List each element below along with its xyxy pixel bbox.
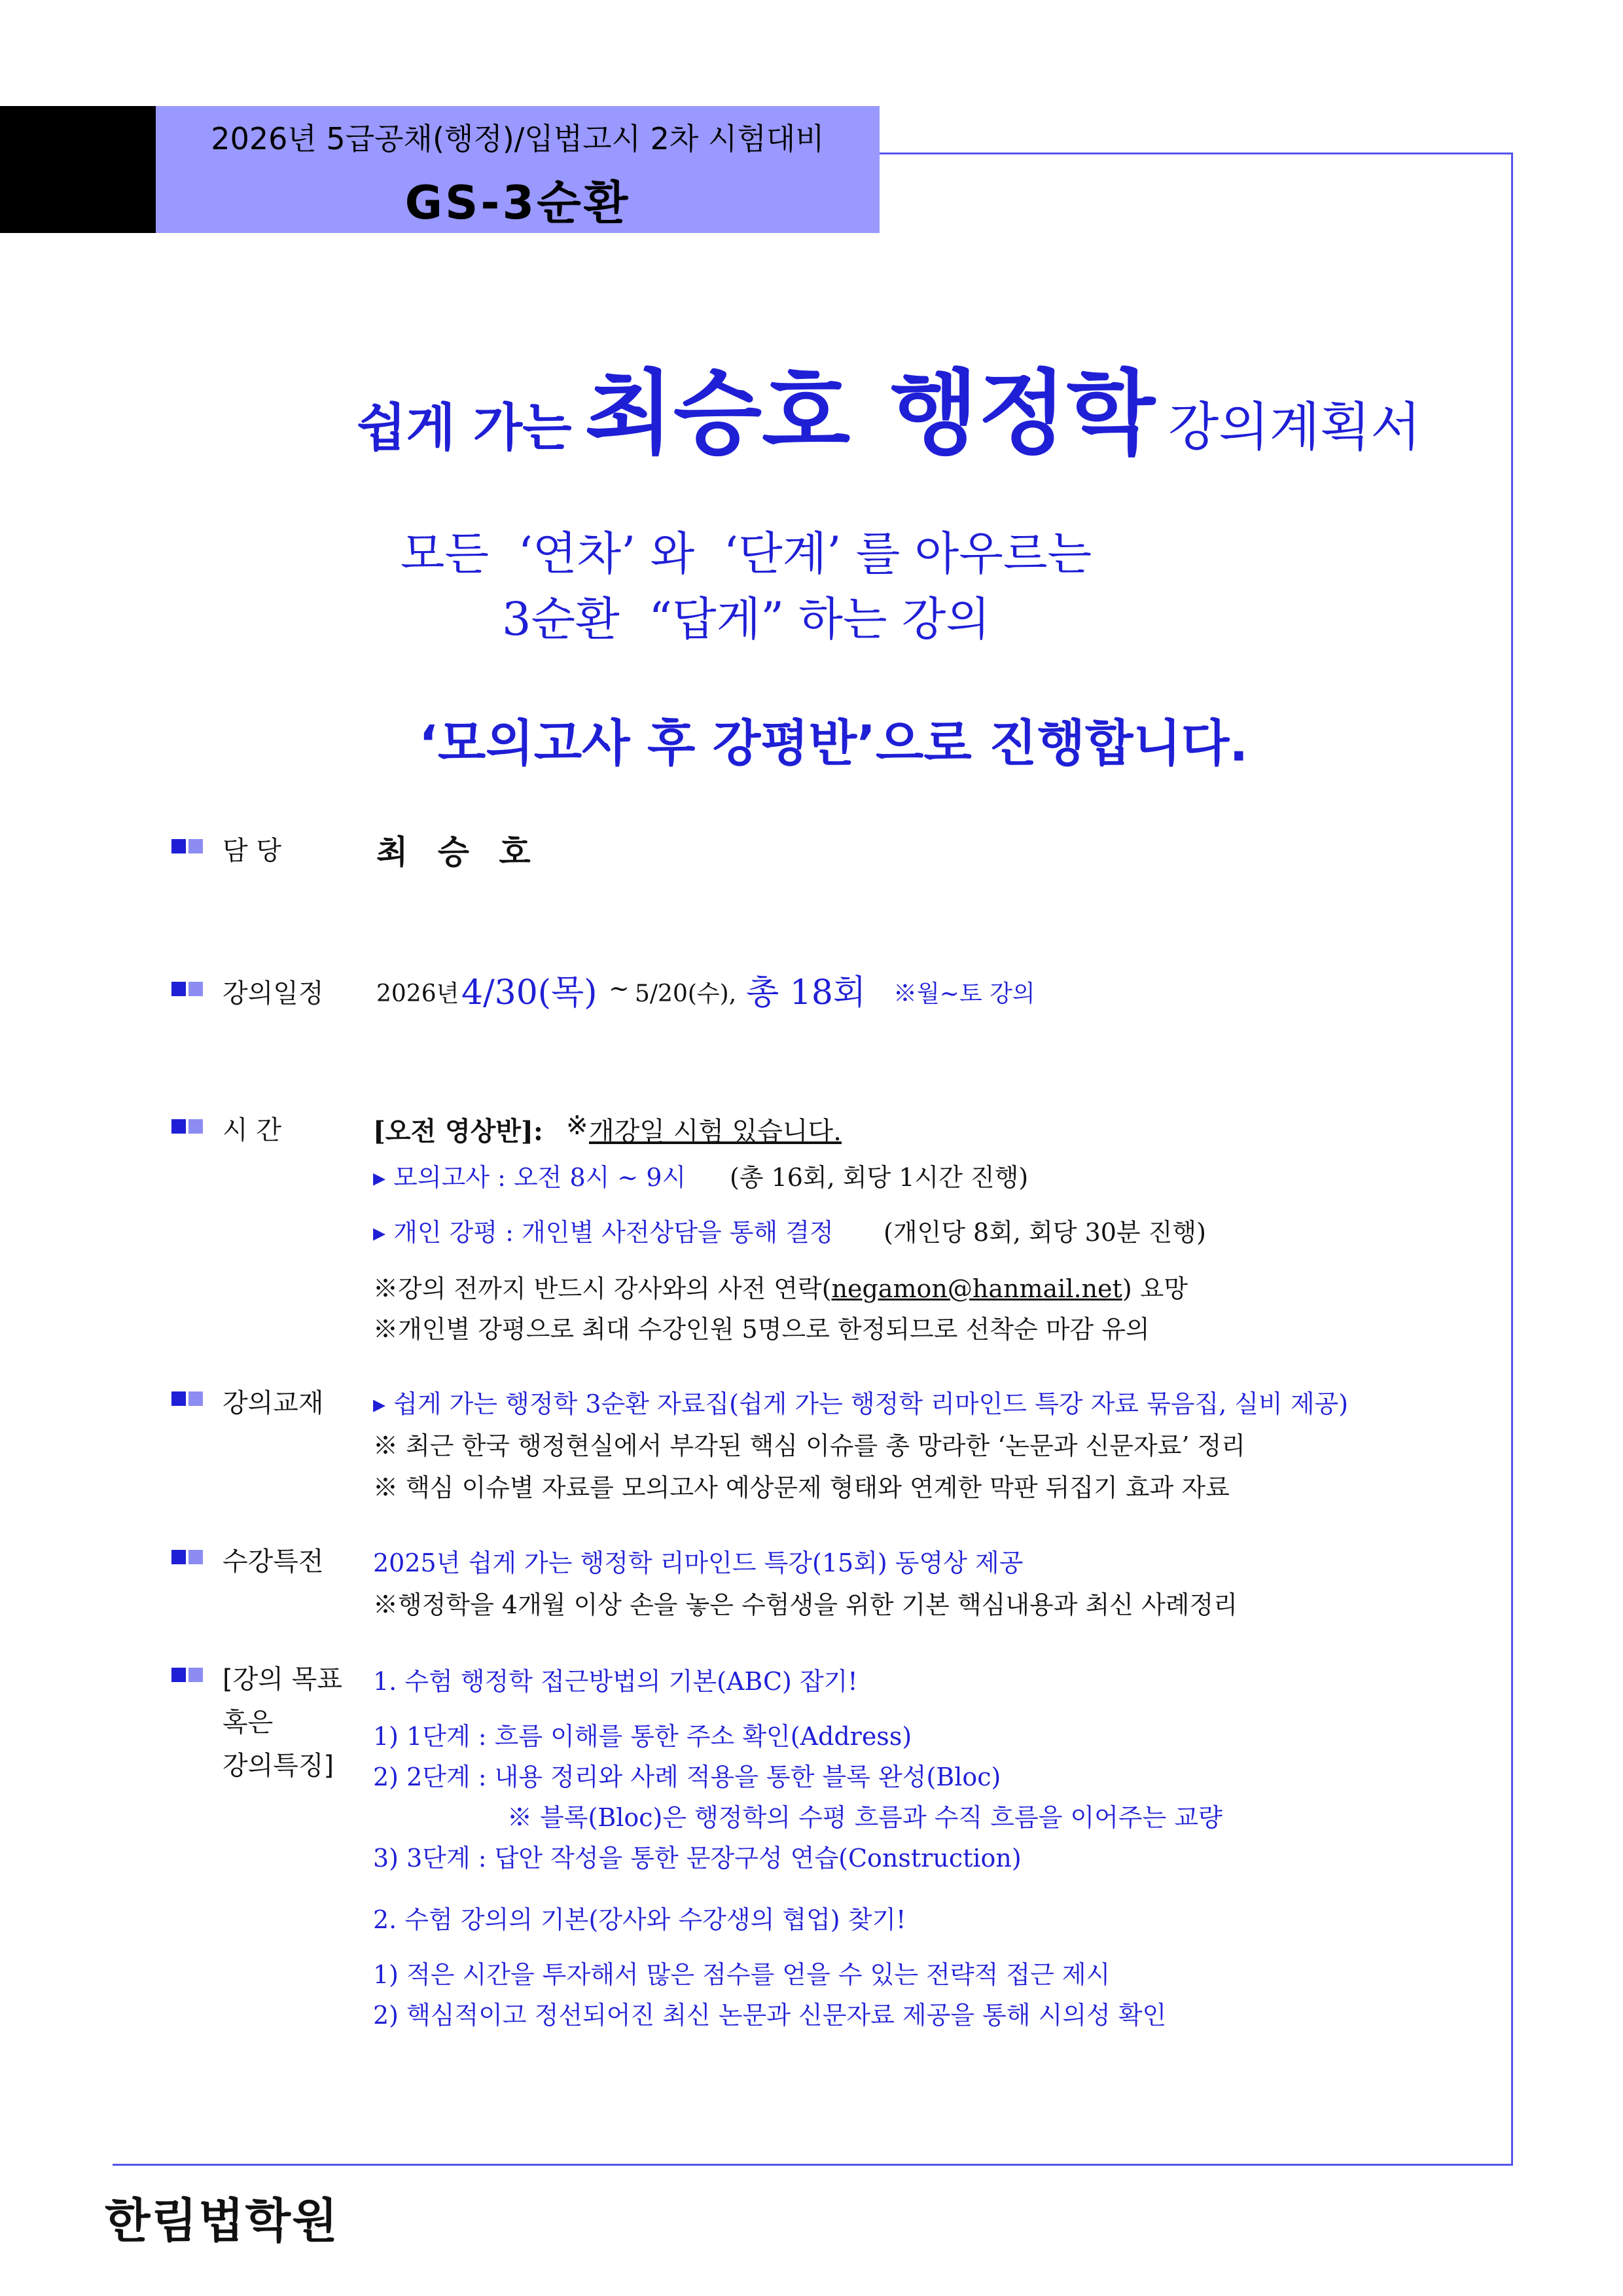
schedule-tilde: ~ (609, 974, 630, 1003)
goal-heading1: 1. 수험 행정학 접근방법의 기본(ABC) 잡기! (373, 1667, 858, 1696)
time-item1-sub: (총 16회, 회당 1시간 진행) (730, 1163, 1029, 1192)
goal-heading2: 2. 수험 강의의 기본(강사와 수강생의 협업) 찾기! (373, 1905, 906, 1934)
goal-heading2-item1: 1) 적은 시간을 투자해서 많은 점수를 얻을 수 있는 전략적 접근 제시 (373, 1960, 1111, 1989)
schedule-start-date: 4/30(목) (461, 973, 597, 1013)
schedule-label: 강의일정 (223, 978, 324, 1009)
section-bullet-icon (171, 982, 203, 997)
frame-bottom-border (113, 2164, 1513, 2166)
time-head-note: 개강일 시험 있습니다. (589, 1117, 842, 1147)
instructor-value: 최 승 호 (376, 833, 540, 871)
subtitle-line3: ‘모의고사 후 강평반’으로 진행합니다. (419, 714, 1249, 772)
textbook-note2: ※ 핵심 이슈별 자료를 모의고사 예상문제 형태와 연계한 막판 뒤집기 효과 자료 (373, 1473, 1230, 1502)
section-bullet-icon (171, 839, 203, 855)
goal-heading1-item2: 2) 2단계 : 내용 정리와 사례 적용을 통한 블록 완성(Bloc) (373, 1763, 1001, 1791)
subtitle-line2: 3순환 “답게” 하는 강의 (501, 592, 991, 646)
time-item2-main: ▸ 개인 강평 : 개인별 사전상담을 통해 결정 (373, 1218, 834, 1247)
schedule-total: 총 18회 (746, 973, 866, 1013)
academy-logo: 한림법학원 (105, 2193, 339, 2248)
benefit-item1: 2025년 쉽게 가는 행정학 리마인드 특강(15회) 동영상 제공 (373, 1549, 1024, 1577)
time-item2-sub: (개인당 8회, 회당 30분 진행) (883, 1218, 1206, 1247)
schedule-year: 2026년 (376, 980, 459, 1007)
contact-email-link[interactable]: negamon@hanmail.net (831, 1274, 1122, 1303)
section-bullet-icon (171, 1119, 203, 1135)
benefit-label: 수강특전 (223, 1547, 324, 1577)
instructor-label: 담 당 (223, 836, 281, 866)
goal-heading1-item2-note: ※ 블록(Bloc)은 행정학의 수평 흐름과 수직 흐름을 이어주는 교량 (507, 1803, 1222, 1832)
main-title (357, 340, 1421, 472)
subtitle-line1: 모든 ‘연차’ 와 ‘단계’ 를 아우르는 (400, 527, 1092, 581)
goal-label-line3: 강의특징] (223, 1751, 334, 1781)
frame-right-border (1511, 152, 1513, 2165)
section-bullet-icon (171, 1668, 203, 1683)
time-item1-main: ▸ 모의고사 : 오전 8시 ~ 9시 (373, 1163, 687, 1192)
goal-heading2-item2: 2) 핵심적이고 정선되어진 최신 논문과 신문자료 제공을 통해 시의성 확인 (373, 2001, 1167, 2030)
title-instructor-name: 최승호 (584, 361, 851, 467)
frame-top-border (880, 152, 1513, 154)
time-note2: ※개인별 강평으로 최대 수강인원 5명으로 한정되므로 선착순 마감 유의 (373, 1315, 1150, 1344)
goal-heading1-item1: 1) 1단계 : 흐름 이해를 통한 주소 확인(Address) (373, 1722, 912, 1751)
schedule-note: ※월~토 강의 (893, 980, 1035, 1007)
header-black-block (0, 106, 156, 233)
section-bullet-icon (171, 1550, 203, 1566)
textbook-note1: ※ 최근 한국 행정현실에서 부각된 핵심 이슈를 총 망라한 ‘논문과 신문자료’ 정리 (373, 1431, 1245, 1460)
goal-heading1-item3: 3) 3단계 : 답안 작성을 통한 문장구성 연습(Construction) (373, 1844, 1022, 1873)
title-post: 강의계획서 (1168, 397, 1421, 457)
header-banner (156, 106, 880, 233)
header-course-name: GS-3순환 (404, 176, 631, 230)
benefit-note1: ※행정학을 4개월 이상 손을 놓은 수험생을 위한 기본 핵심내용과 최신 사례정리 (373, 1590, 1238, 1619)
time-note1-text: ※강의 전까지 반드시 강사와의 사전 연락( (373, 1274, 832, 1303)
title-subject: 행정학 (889, 361, 1156, 467)
goal-label-line1: [강의 목표 (223, 1664, 342, 1695)
time-label: 시 간 (223, 1115, 281, 1145)
header-exam-title: 2026년 5급공채(행정)/입법고시 2차 시험대비 (211, 121, 825, 156)
goal-label-line2: 혹은 (223, 1708, 274, 1738)
title-pre: 쉽게 가는 (357, 399, 572, 457)
time-note1 (373, 1268, 1188, 1304)
time-note1-tail: ) 요망 (1122, 1274, 1188, 1303)
schedule-end-date: 5/20(수), (635, 980, 737, 1007)
section-bullet-icon (171, 1391, 203, 1407)
time-head-note-mark: ※ (566, 1111, 588, 1141)
time-head: [오전 영상반]: (373, 1116, 543, 1147)
textbook-item1: ▸ 쉽게 가는 행정학 3순환 자료집(쉽게 가는 행정학 리마인드 특강 자료 묶음집, 실비 제공) (373, 1390, 1349, 1418)
textbook-label: 강의교재 (223, 1388, 324, 1418)
